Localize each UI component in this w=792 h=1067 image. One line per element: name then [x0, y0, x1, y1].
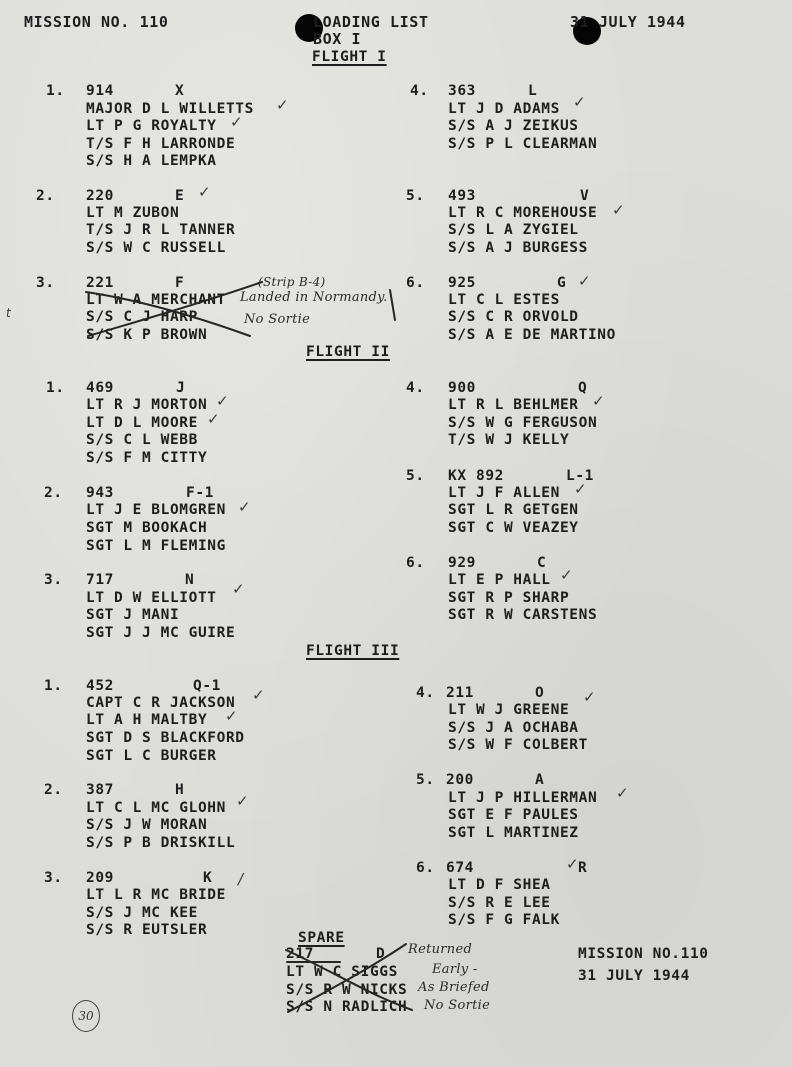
ship-letter: E — [175, 188, 185, 204]
ship-letter: O — [535, 685, 545, 701]
position-number: 4. — [416, 685, 435, 701]
crew-member: S/S R EUTSLER — [86, 922, 208, 938]
crew-member: SGT L C BURGER — [86, 748, 217, 764]
position-number: 4. — [406, 380, 425, 396]
crew-member: SGT L M FLEMING — [86, 538, 226, 554]
crew-member: S/S J A OCHABA — [448, 720, 579, 736]
check-mark-icon: ✓ — [216, 392, 229, 410]
ship-letter: N — [185, 572, 195, 588]
crew-member: SGT J J MC GUIRE — [86, 625, 236, 641]
crew-member: S/S F G FALK — [448, 912, 560, 928]
ship-number: 211 — [446, 685, 474, 701]
check-mark-icon: ✓ — [612, 201, 625, 219]
crew-member: S/S J W MORAN — [86, 817, 208, 833]
ship-number: 943 — [86, 485, 114, 501]
footer-mission-number: MISSION NO.110 — [578, 946, 709, 962]
crew-member: SGT E F PAULES — [448, 807, 579, 823]
handwritten-note: No Sortie — [244, 312, 311, 327]
crew-member: S/S W F COLBERT — [448, 737, 588, 753]
crew-member: SGT R P SHARP — [448, 590, 570, 606]
ship-number: 929 — [448, 555, 476, 571]
ship-number: 914 — [86, 83, 114, 99]
ship-number: 363 — [448, 83, 476, 99]
document-title: LOADING LIST — [313, 13, 429, 31]
crew-member: SGT J MANI — [86, 607, 180, 623]
ship-letter: H — [175, 782, 185, 798]
ship-letter: C — [537, 555, 547, 571]
handwritten-note: Landed in Normandy. — [240, 290, 388, 305]
flight-heading-3: FLIGHT III — [306, 643, 400, 659]
check-mark-icon: ✓ — [560, 566, 573, 584]
ship-number: 900 — [448, 380, 476, 396]
crew-member: S/S A J ZEIKUS — [448, 118, 579, 134]
crew-member: LT M ZUBON — [86, 205, 180, 221]
ship-number: 200 — [446, 772, 474, 788]
crew-member: LT R L BEHLMER — [448, 397, 579, 413]
crew-member: LT J E BLOMGREN — [86, 502, 226, 518]
crew-member: S/S L A ZYGIEL — [448, 222, 579, 238]
crew-member: LT P G ROYALTY — [86, 118, 217, 134]
page-number: 30 — [72, 1000, 100, 1032]
ship-letter: R — [578, 860, 588, 876]
mission-date: 31 JULY 1944 — [570, 13, 686, 31]
crew-member: LT E P HALL — [448, 572, 551, 588]
flight-heading-1: FLIGHT I — [312, 49, 387, 65]
crew-member: LT R C MOREHOUSE — [448, 205, 598, 221]
check-mark-icon: ✓ — [592, 392, 605, 410]
ship-letter: J — [176, 380, 186, 396]
ship-number: 221 — [86, 275, 114, 291]
handwritten-note: Returned — [408, 942, 473, 957]
position-number: 5. — [406, 468, 425, 484]
crew-member: S/S R W NICKS — [286, 982, 408, 998]
check-mark-icon: ✓ — [252, 686, 265, 704]
crew-member: S/S P B DRISKILL — [86, 835, 236, 851]
handwritten-note: Early - — [432, 962, 478, 977]
ship-letter: D — [376, 946, 386, 962]
check-mark-icon: ✓ — [573, 93, 586, 111]
check-mark-icon: ✓ — [230, 113, 243, 131]
crew-member: S/S J MC KEE — [86, 905, 198, 921]
crew-member: S/S C R ORVOLD — [448, 309, 579, 325]
ship-number: 925 — [448, 275, 476, 291]
crew-member: S/S C J HARP — [86, 309, 198, 325]
crew-member: LT L R MC BRIDE — [86, 887, 226, 903]
position-number: 6. — [406, 275, 425, 291]
position-number: 1. — [44, 678, 63, 694]
ship-number: 674 — [446, 860, 474, 876]
check-mark-icon: ✓ — [232, 580, 245, 598]
check-mark-icon: ✓ — [276, 96, 289, 114]
ship-number: 220 — [86, 188, 114, 204]
position-number: 1. — [46, 380, 65, 396]
check-mark-icon: / — [238, 870, 244, 888]
position-number: 6. — [416, 860, 435, 876]
check-mark-icon: ✓ — [238, 498, 251, 516]
ship-letter: L — [528, 83, 538, 99]
position-number: 6. — [406, 555, 425, 571]
crew-member: S/S N RADLICH — [286, 999, 408, 1015]
crew-member: LT D W ELLIOTT — [86, 590, 217, 606]
crew-member: S/S C L WEBB — [86, 432, 198, 448]
crew-member: LT J D ADAMS — [448, 101, 560, 117]
crew-member: T/S J R L TANNER — [86, 222, 236, 238]
crew-member: LT W A MERCHANT — [86, 292, 226, 308]
crew-member: SGT M BOOKACH — [86, 520, 208, 536]
position-number: 4. — [410, 83, 429, 99]
crew-member: CAPT C R JACKSON — [86, 695, 236, 711]
position-number: 2. — [44, 782, 63, 798]
check-mark-icon: ✓ — [583, 688, 596, 706]
crew-member: LT R J MORTON — [86, 397, 208, 413]
spare-heading: SPARE — [298, 930, 345, 946]
position-number: 1. — [46, 83, 65, 99]
ship-number: 217 — [286, 946, 314, 962]
ship-number: 717 — [86, 572, 114, 588]
handwritten-note: As Briefed — [418, 980, 490, 995]
check-mark-icon: ✓ — [574, 480, 587, 498]
ship-letter: Q-1 — [193, 678, 221, 694]
check-mark-icon: ✓ — [236, 792, 249, 810]
crew-member: LT W C SIGGS — [286, 964, 398, 980]
crew-member: S/S A J BURGESS — [448, 240, 588, 256]
check-mark-icon: ✓ — [198, 183, 211, 201]
crew-member: S/S W G FERGUSON — [448, 415, 598, 431]
crew-member: S/S W C RUSSELL — [86, 240, 226, 256]
crew-member: SGT C W VEAZEY — [448, 520, 579, 536]
check-mark-icon: ✓ — [616, 784, 629, 802]
position-number: 3. — [36, 275, 55, 291]
ship-number: 387 — [86, 782, 114, 798]
crew-member: LT J P HILLERMAN — [448, 790, 598, 806]
ship-letter: G — [557, 275, 567, 291]
flight-heading-2: FLIGHT II — [306, 344, 390, 360]
handwritten-note: (Strip B-4) — [258, 275, 326, 289]
ship-letter: X — [175, 83, 185, 99]
ship-letter: L-1 — [566, 468, 594, 484]
position-number: 5. — [416, 772, 435, 788]
ship-letter: V — [580, 188, 590, 204]
ship-letter: A — [535, 772, 545, 788]
crew-member: SGT L MARTINEZ — [448, 825, 579, 841]
ship-number: KX 892 — [448, 468, 504, 484]
box-number: BOX I — [313, 30, 362, 48]
check-mark-icon: ✓ — [207, 410, 220, 428]
ship-number: 493 — [448, 188, 476, 204]
position-number: 3. — [44, 572, 63, 588]
crew-member: S/S A E DE MARTINO — [448, 327, 616, 343]
crew-member: LT D L MOORE — [86, 415, 198, 431]
crew-member: T/S F H LARRONDE — [86, 136, 236, 152]
check-mark-icon: ✓ — [566, 855, 579, 873]
crew-member: S/S F M CITTY — [86, 450, 208, 466]
crew-member: LT J F ALLEN — [448, 485, 560, 501]
crew-member: MAJOR D L WILLETTS — [86, 101, 254, 117]
ship-letter: Q — [578, 380, 588, 396]
position-number: 3. — [44, 870, 63, 886]
ship-letter: F — [175, 275, 185, 291]
check-mark-icon: ✓ — [225, 707, 238, 725]
handwritten-note: No Sortie — [424, 998, 491, 1013]
ship-number: 452 — [86, 678, 114, 694]
margin-mark: t — [6, 306, 11, 320]
position-number: 2. — [44, 485, 63, 501]
mission-number: MISSION NO. 110 — [24, 13, 169, 31]
position-number: 5. — [406, 188, 425, 204]
footer-date: 31 JULY 1944 — [578, 968, 690, 984]
position-number: 2. — [36, 188, 55, 204]
crew-member: S/S R E LEE — [448, 895, 551, 911]
crew-member: S/S H A LEMPKA — [86, 153, 217, 169]
crew-member: SGT D S BLACKFORD — [86, 730, 245, 746]
ship-letter: F-1 — [186, 485, 214, 501]
crew-member: T/S W J KELLY — [448, 432, 570, 448]
check-mark-icon: ✓ — [578, 272, 591, 290]
crew-member: LT W J GREENE — [448, 702, 570, 718]
crew-member: SGT L R GETGEN — [448, 502, 579, 518]
ship-number: 209 — [86, 870, 114, 886]
crew-member: LT A H MALTBY — [86, 712, 208, 728]
crew-member: S/S P L CLEARMAN — [448, 136, 598, 152]
ship-number: 469 — [86, 380, 114, 396]
ship-letter: K — [203, 870, 213, 886]
crew-member: LT C L MC GLOHN — [86, 800, 226, 816]
crew-member: S/S K P BROWN — [86, 327, 208, 343]
crew-member: SGT R W CARSTENS — [448, 607, 598, 623]
crew-member: LT D F SHEA — [448, 877, 551, 893]
crew-member: LT C L ESTES — [448, 292, 560, 308]
